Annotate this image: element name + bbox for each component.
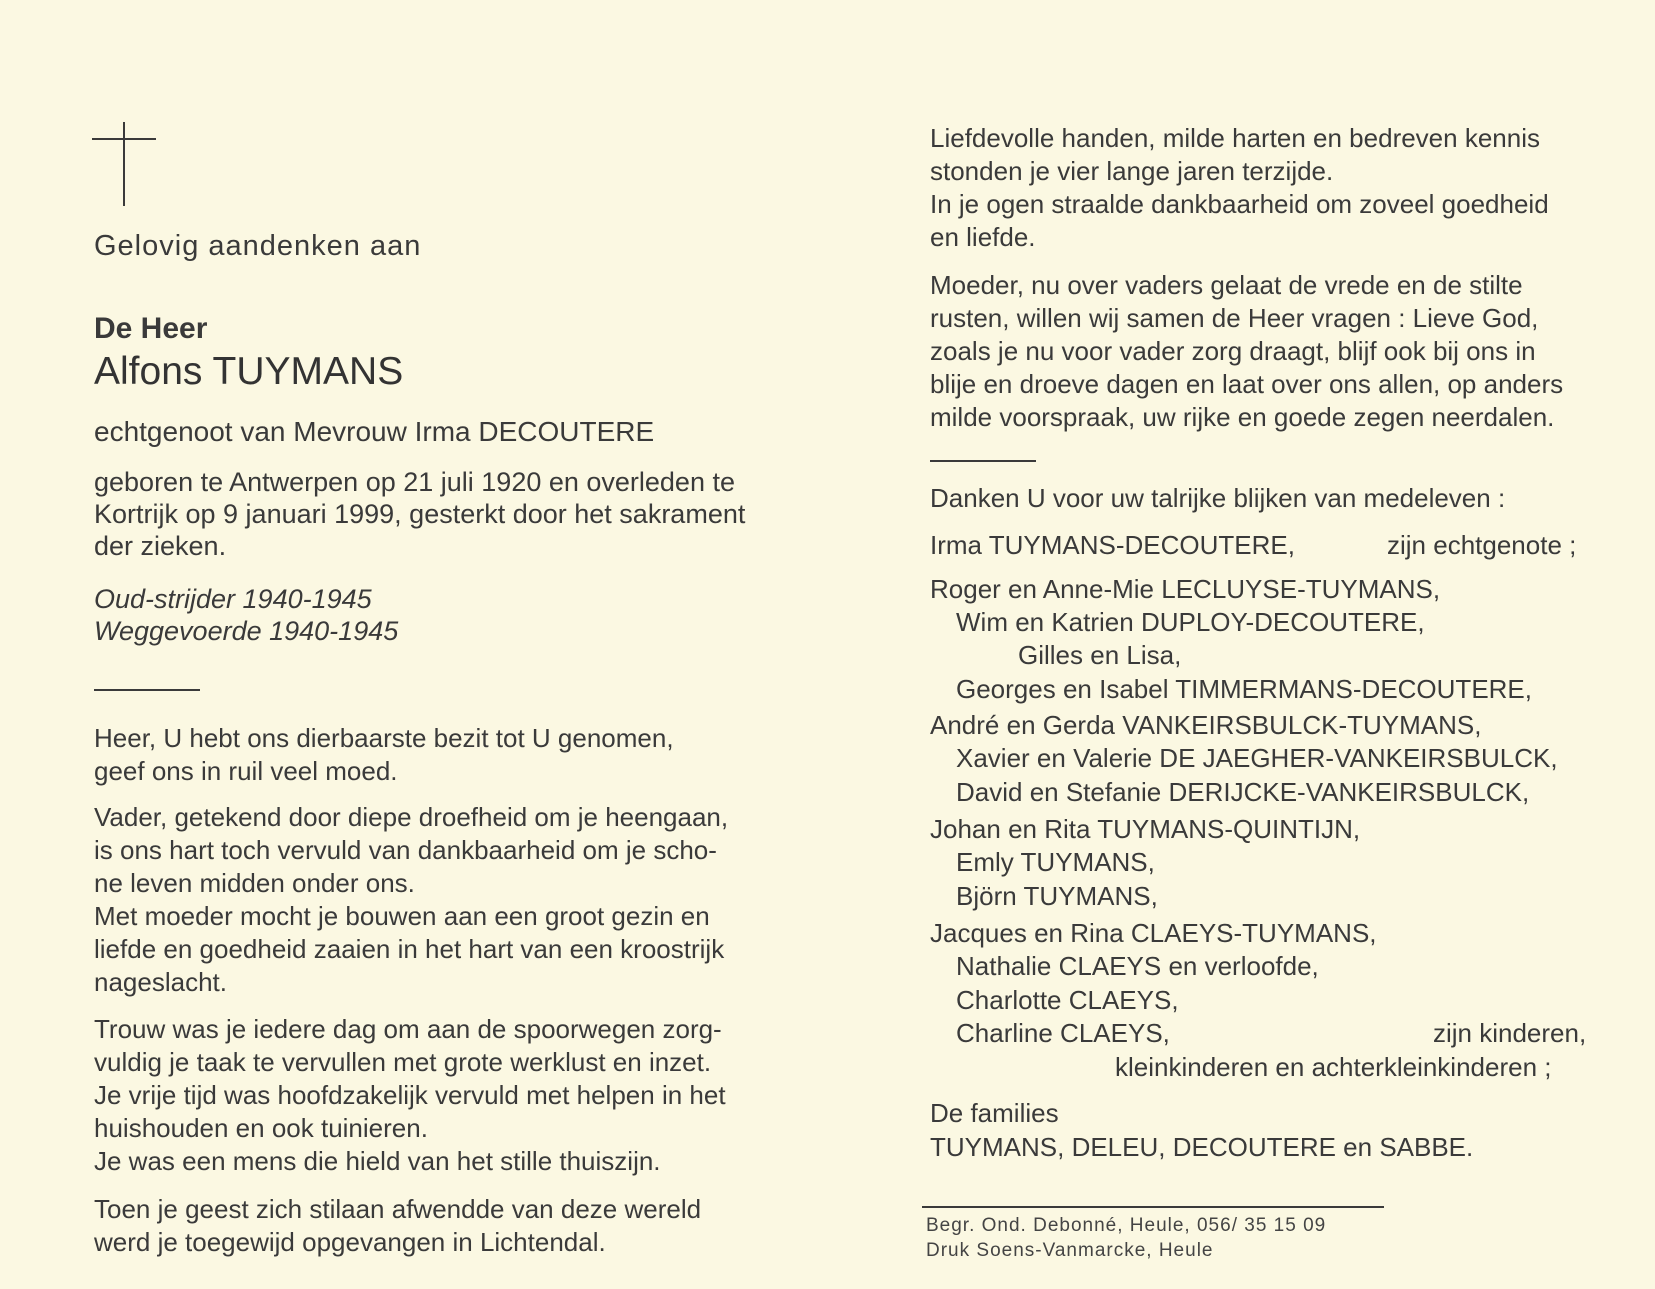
family-member: Xavier en Valerie DE JAEGHER-VANKEIRSBULCK, xyxy=(956,743,1558,773)
printer-divider xyxy=(922,1206,1384,1208)
family-member: Georges en Isabel TIMMERMANS-DECOUTERE, xyxy=(956,674,1532,704)
children-role: zijn kinderen, xyxy=(1433,1018,1587,1048)
birth-death-text: geboren te Antwerpen op 21 juli 1920 en overleden te Kortrijk op 9 januari 1999, gesterkt door het sakrament der zieken. xyxy=(94,467,746,561)
family-member: Jacques en Rina CLAEYS-TUYMANS, xyxy=(930,918,1377,948)
family-member: Roger en Anne-Mie LECLUYSE-TUYMANS, xyxy=(930,574,1441,604)
family-member: Charlotte CLAEYS, xyxy=(956,985,1179,1015)
family-member: Björn TUYMANS, xyxy=(956,881,1158,911)
deceased-name: Alfons TUYMANS xyxy=(94,350,404,393)
prayer-paragraph-1: Heer, U hebt ons dierbaarste bezit tot U genomen, geef ons in ruil veel moed. xyxy=(94,723,674,786)
family-member: David en Stefanie DERIJCKE-VANKEIRSBULCK, xyxy=(956,777,1530,807)
grandchildren-role: kleinkinderen en achterkleinkinderen ; xyxy=(1115,1052,1552,1082)
families-label: De families xyxy=(930,1098,1059,1128)
prayer-paragraph-4: Toen je geest zich stilaan afwendde van deze wereld werd je toegewijd opgevangen in Lichtendal. xyxy=(94,1194,702,1257)
care-paragraph: Liefdevolle handen, milde harten en bedreven kennis stonden je vier lange jaren terzijde. In je ogen straalde dankbaarheid om zoveel goedheid en liefde. xyxy=(930,123,1549,252)
family-member: Johan en Rita TUYMANS-QUINTIJN, xyxy=(930,814,1361,844)
prayer-paragraph-2: Vader, getekend door diepe droefheid om je heengaan, is ons hart toch vervuld van dankbaarheid om je scho- ne leven midden onder ons. Met moeder mocht je bouwen aan een groot gezin en liefde en goedheid zaaien in het hart van een kroostrijk nageslacht. xyxy=(94,802,729,997)
family-member: Gilles en Lisa, xyxy=(1018,640,1182,670)
mother-paragraph: Moeder, nu over vaders gelaat de vrede en de stilte rusten, willen wij samen de Heer vragen : Lieve God, zoals je nu voor vader zorg draagt, blijf ook bij ons in blije en droeve dagen en laat over ons allen, op anders milde voorspraak, uw rijke en goede zegen neerdalen. xyxy=(930,270,1564,432)
prayer-paragraph-3: Trouw was je iedere dag om aan de spoorwegen zorg- vuldig je taak te vervullen met grote werklust en inzet. Je vrije tijd was hoofdzakelijk vervuld met helpen in het huishouden en ook tuinieren. Je was een mens die hield van het stille thuiszijn. xyxy=(94,1014,726,1176)
spouse-line: echtgenoot van Mevrouw Irma DECOUTERE xyxy=(94,416,655,447)
cross-icon xyxy=(92,122,156,206)
intro-text: Gelovig aandenken aan xyxy=(94,230,422,262)
spouse-role: zijn echtgenote ; xyxy=(1387,530,1577,560)
family-member: Wim en Katrien DUPLOY-DECOUTERE, xyxy=(956,607,1425,637)
spouse-name: Irma TUYMANS-DECOUTERE, xyxy=(930,530,1295,560)
salutation: De Heer xyxy=(94,312,208,345)
families-names: TUYMANS, DELEU, DECOUTERE en SABBE. xyxy=(930,1132,1474,1162)
family-member: Nathalie CLAEYS en verloofde, xyxy=(956,951,1319,981)
family-member: Charline CLAEYS, xyxy=(956,1018,1170,1048)
left-divider xyxy=(94,689,200,691)
right-divider xyxy=(930,460,1036,462)
printer-info: Begr. Ond. Debonné, Heule, 056/ 35 15 09 Druk Soens-Vanmarcke, Heule xyxy=(926,1215,1327,1261)
honors: Oud-strijder 1940-1945 Weggevoerde 1940-1945 xyxy=(94,584,399,646)
thanks-intro: Danken U voor uw talrijke blijken van medeleven : xyxy=(930,483,1506,513)
family-member: André en Gerda VANKEIRSBULCK-TUYMANS, xyxy=(930,710,1482,740)
family-member: Emly TUYMANS, xyxy=(956,847,1155,877)
